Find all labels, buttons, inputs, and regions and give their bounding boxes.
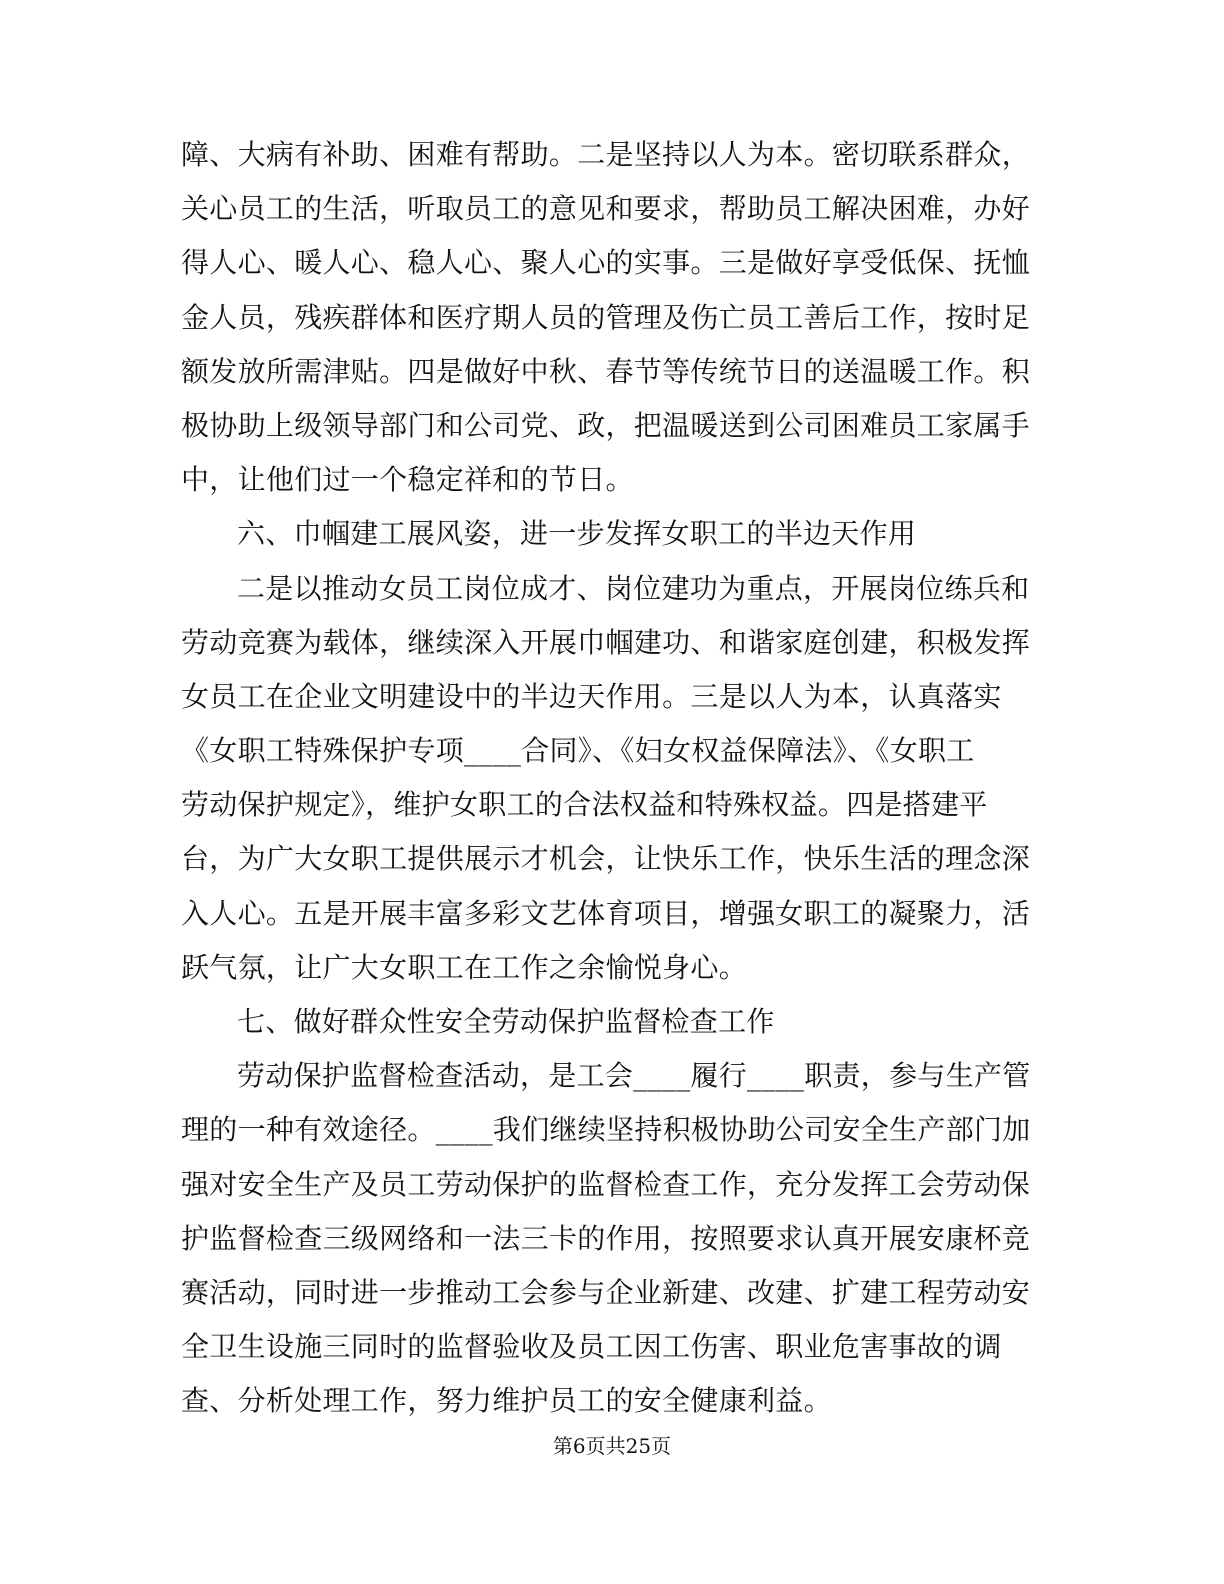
text-line: 查、分析处理工作，努力维护员工的安全健康利益。 <box>181 1384 832 1418</box>
text-line: 劳动竞赛为载体，继续深入开展巾帼建功、和谐家庭创建，积极发挥 <box>181 625 1031 659</box>
text-line: 关心员工的生活，听取员工的意见和要求，帮助员工解决困难，办好 <box>181 192 1031 226</box>
text-line: 劳动保护监督检查活动，是工会____履行____职责，参与生产管 <box>237 1059 1031 1093</box>
text-line: 极协助上级领导部门和公司党、政，把温暖送到公司困难员工家属手 <box>181 408 1031 442</box>
text-line: 护监督检查三级网络和一法三卡的作用，按照要求认真开展安康杯竞 <box>181 1221 1031 1255</box>
text-line: 女员工在企业文明建设中的半边天作用。三是以人为本，认真落实 <box>181 679 1002 713</box>
text-line: 台，为广大女职工提供展示才机会，让快乐工作，快乐生活的理念深 <box>181 842 1031 876</box>
text-line: 额发放所需津贴。四是做好中秋、春节等传统节日的送温暖工作。积 <box>181 354 1031 388</box>
text-line: 强对安全生产及员工劳动保护的监督检查工作，充分发挥工会劳动保 <box>181 1167 1031 1201</box>
text-line: 障、大病有补助、困难有帮助。二是坚持以人为本。密切联系群众， <box>181 138 1031 171</box>
text-line: 《女职工特殊保护专项____合同》、《妇女权益保障法》、《女职工 <box>181 734 975 768</box>
text-line: 全卫生设施三同时的监督验收及员工因工伤害、职业危害事故的调 <box>181 1330 1002 1364</box>
section-heading: 六、巾帼建工展风姿，进一步发挥女职工的半边天作用 <box>237 517 917 551</box>
body-text <box>181 128 1031 1429</box>
section-heading: 七、做好群众性安全劳动保护监督检查工作 <box>237 1005 775 1038</box>
text-line: 得人心、暖人心、稳人心、聚人心的实事。三是做好享受低保、抚恤 <box>181 246 1031 280</box>
text-line: 中，让他们过一个稳定祥和的节日。 <box>181 463 634 497</box>
text-line: 理的一种有效途径。____我们继续坚持积极协助公司安全生产部门加 <box>181 1113 1031 1147</box>
text-line: 跃气氛，让广大女职工在工作之余愉悦身心。 <box>181 950 748 984</box>
text-line: 二是以推动女员工岗位成才、岗位建功为重点，开展岗位练兵和 <box>237 571 1030 605</box>
text-line: 赛活动，同时进一步推动工会参与企业新建、改建、扩建工程劳动安 <box>181 1275 1031 1309</box>
text-line: 劳动保护规定》，维护女职工的合法权益和特殊权益。四是搭建平 <box>181 788 988 822</box>
page-number: 第6页共25页 <box>552 1434 672 1458</box>
text-line: 金人员，残疾群体和医疗期人员的管理及伤亡员工善后工作，按时足 <box>181 300 1031 334</box>
text-line: 入人心。五是开展丰富多彩文艺体育项目，增强女职工的凝聚力，活 <box>181 896 1031 930</box>
